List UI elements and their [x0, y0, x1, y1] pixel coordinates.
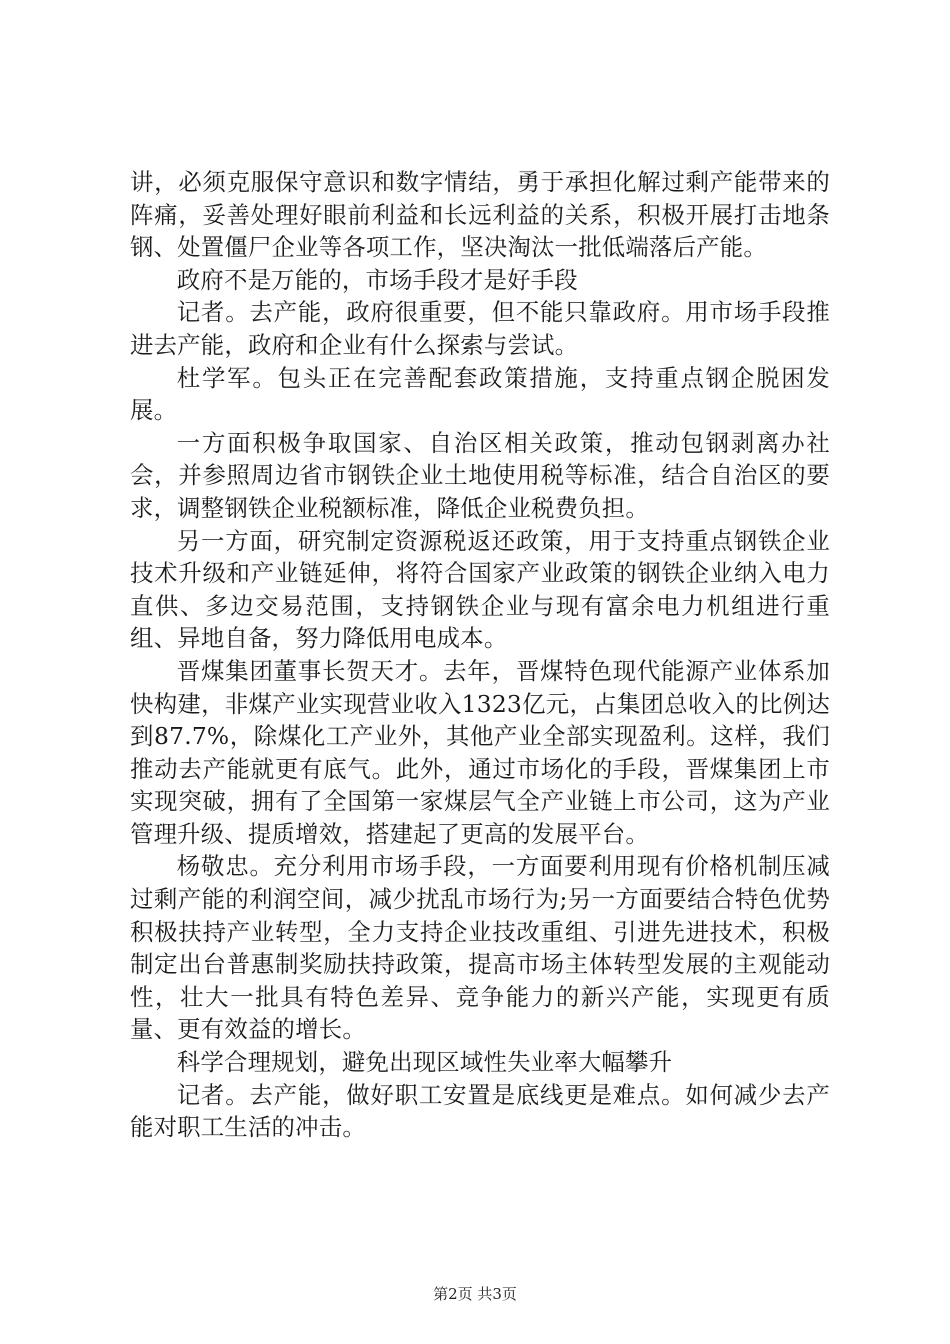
paragraph-on-one-hand: 一方面积极争取国家、自治区相关政策，推动包钢剥离办社会，并参照周边省市钢铁企业土地使用税等标准，结合自治区的要求，调整钢铁企业税额标准，降低企业税费负担。 [130, 428, 830, 522]
section-heading-market-means: 政府不是万能的，市场手段才是好手段 [176, 265, 578, 294]
paragraph-reporter-question-2: 记者。去产能，做好职工安置是底线更是难点。如何减少去产能对职工生活的冲击。 [130, 1080, 830, 1142]
paragraph-on-other-hand: 另一方面，研究制定资源税返还政策，用于支持重点钢铁企业技术升级和产业链延伸，将符合国家产业政策的钢铁企业纳入电力直供、多边交易范围，支持钢铁企业与现有富余电力机组进行重组、异地自备，努力降低用电成本。 [130, 526, 830, 653]
document-body [130, 166, 830, 1144]
paragraph-reporter-question-1: 记者。去产能，政府很重要，但不能只靠政府。用市场手段推进去产能，政府和企业有什么探索与尝试。 [130, 298, 830, 359]
paragraph-he-tiancai: 晋煤集团董事长贺天才。去年，晋煤特色现代能源产业体系加快构建，非煤产业实现营业收入1323亿元，占集团总收入的比例达到87.7%，除煤化工产业外，其他产业全部实现盈利。这样，我们推动去产能就更有底气。此外，通过市场化的手段，晋煤集团上市实现突破，拥有了全国第一家煤层气全产业链上市公司，这为产业管理升级、提质增效，搭建起了更高的发展平台。 [130, 656, 830, 848]
paragraph-du-xuejun: 杜学军。包头正在完善配套政策措施，支持重点钢企脱困发展。 [130, 363, 830, 425]
paragraph-1: 讲，必须克服保守意识和数字情结，勇于承担化解过剩产能带来的阵痛，妥善处理好眼前利益和长远利益的关系，积极开展打击地条钢、处置僵尸企业等各项工作，坚决淘汰一批低端落后产能。 [130, 168, 830, 262]
paragraph-yang-jingzhong: 杨敬忠。充分利用市场手段，一方面要利用现有价格机制压减过剩产能的利润空间，减少扰乱市场行为;另一方面要结合特色优势积极扶持产业转型，全力支持企业技改重组、引进先进技术，积极制定出台普惠制奖励扶持政策，提高市场主体转型发展的主观能动性，壮大一批具有特色差异、竞争能力的新兴产能，实现更有质量、更有效益的增长。 [130, 852, 830, 1044]
section-heading-planning: 科学合理规划，避免出现区域性失业率大幅攀升 [176, 1048, 673, 1077]
page-number-footer: 第2页 共3页 [433, 1285, 517, 1303]
